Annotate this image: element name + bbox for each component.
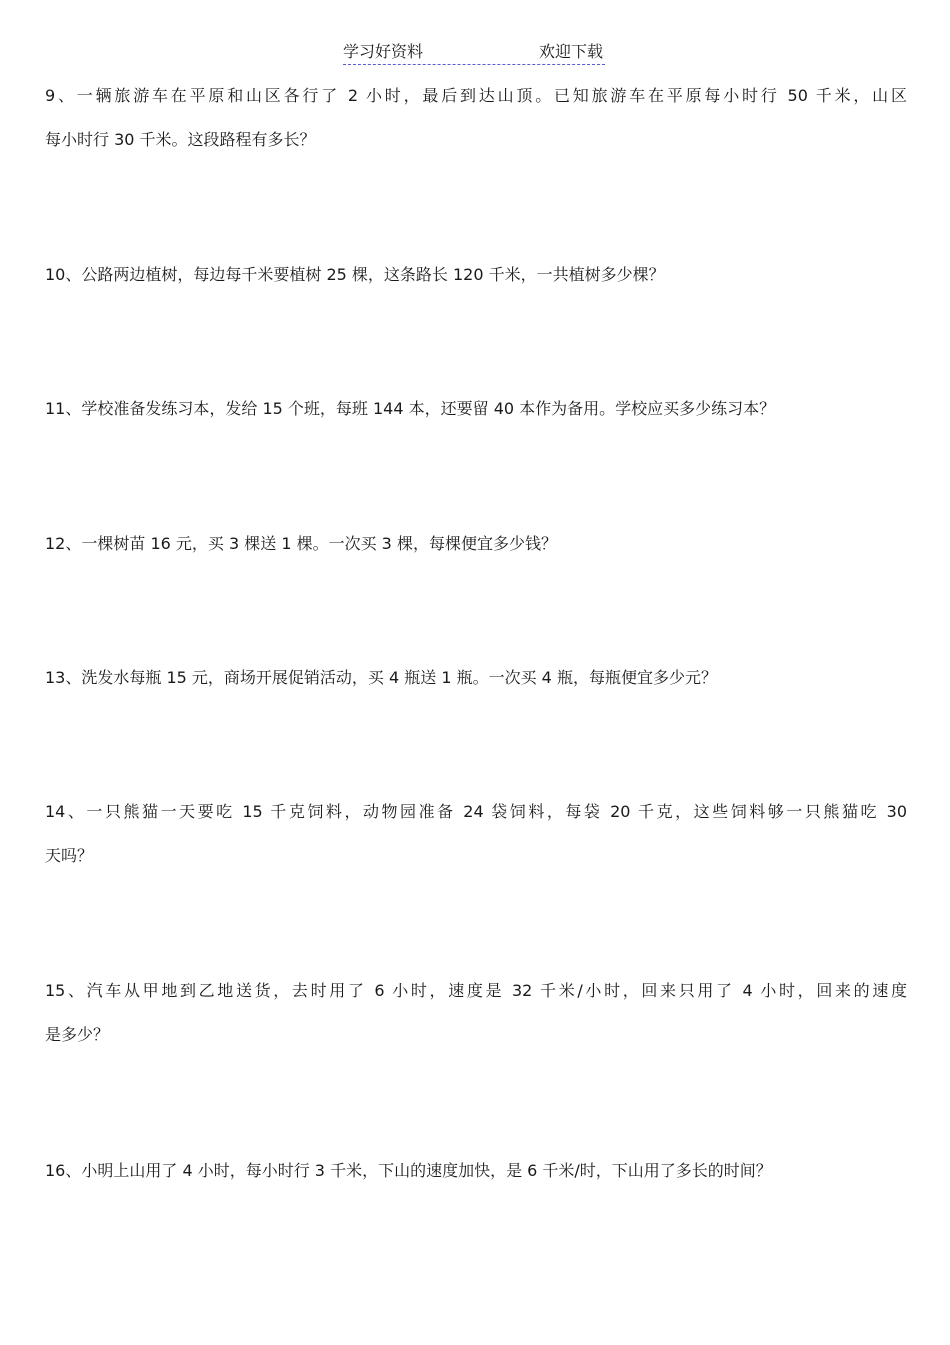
problem-12-line-1: 12、一棵树苗 16 元，买 3 棵送 1 棵。一次买 3 棵，每棵便宜多少钱？ bbox=[45, 534, 557, 553]
problem-16-line-1: 16、小明上山用了 4 小时，每小时行 3 千米，下山的速度加快，是 6 千米/时，下山用了多长的时间？ bbox=[45, 1161, 772, 1180]
problem-10-line-1: 10、公路两边植树，每边每千米要植树 25 棵，这条路长 120 千米，一共植树多少棵？ bbox=[45, 265, 665, 284]
problem-15-line-1: 15、汽车从甲地到乙地送货，去时用了 6 小时，速度是 32 千米/小时，回来只用了 4 小时，回来的速度 bbox=[45, 981, 907, 1000]
header-right-text: 欢迎下载 bbox=[538, 42, 603, 61]
problem-15 bbox=[45, 969, 907, 1057]
problem-13-line-1: 13、洗发水每瓶 15 元，商场开展促销活动，买 4 瓶送 1 瓶。一次买 4 瓶，每瓶便宜多少元？ bbox=[45, 668, 717, 687]
page-header bbox=[343, 40, 605, 65]
problem-13 bbox=[45, 656, 907, 700]
problem-9-line-1: 9、一辆旅游车在平原和山区各行了 2 小时，最后到达山顶。已知旅游车在平原每小时行 50 千米，山区 bbox=[45, 86, 907, 105]
problem-15-line-2: 是多少？ bbox=[45, 1025, 110, 1044]
problem-14-line-2: 天吗？ bbox=[45, 846, 94, 865]
problem-10 bbox=[45, 253, 907, 297]
problem-14 bbox=[45, 790, 907, 878]
problem-11-line-1: 11、学校准备发练习本，发给 15 个班，每班 144 本，还要留 40 本作为备用。学校应买多少练习本？ bbox=[45, 399, 776, 418]
problem-16 bbox=[45, 1149, 907, 1193]
problem-11 bbox=[45, 387, 907, 431]
problem-9-line-2: 每小时行 30 千米。这段路程有多长？ bbox=[45, 130, 316, 149]
problem-14-line-1: 14、一只熊猫一天要吃 15 千克饲料，动物园准备 24 袋饲料，每袋 20 千克，这些饲料够一只熊猫吃 30 bbox=[45, 802, 907, 821]
header-left-text: 学习好资料 bbox=[343, 42, 424, 61]
problem-12 bbox=[45, 522, 907, 566]
problem-9 bbox=[45, 74, 907, 162]
